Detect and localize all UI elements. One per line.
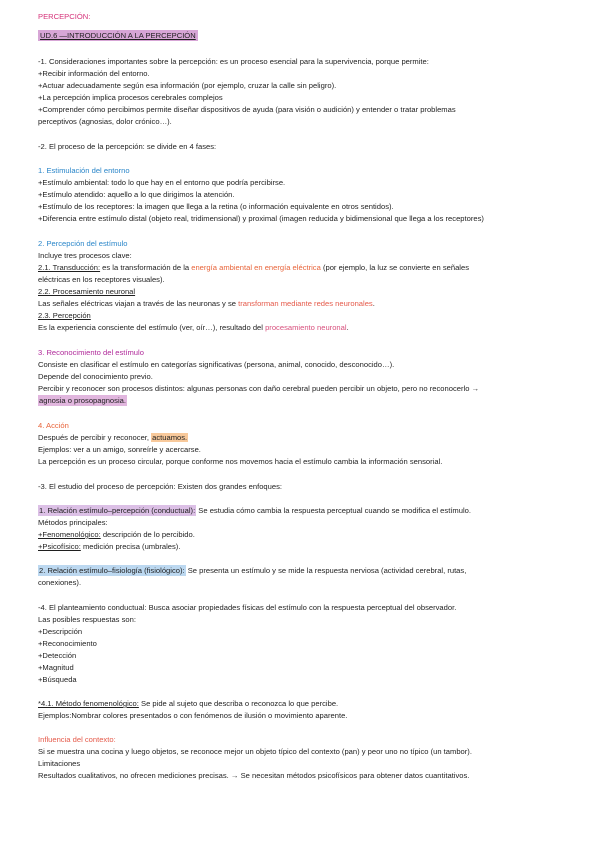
method-line: +Fenomenológico: descripción de lo percibido.	[38, 530, 195, 539]
phenomenological-line: *4.1. Método fenomenológico: Se pide al sujeto que describa o reconozca lo que percibe.	[38, 699, 339, 708]
phenomenological-examples: Ejemplos:Nombrar colores presentados o con fenómenos de ilusión o movimiento aparente.	[38, 711, 348, 720]
context-title: Influencia del contexto:	[38, 735, 116, 744]
answer-item: +Descripción	[38, 627, 83, 636]
transduction-line: 2.1. Transducción: es la transformación de la energía ambiental en energía eléctrica (por ejemplo, la luz se convierte en señales	[38, 263, 469, 272]
phase-2-title: 2. Percepción del estímulo	[38, 239, 128, 248]
phase-1-title: 1. Estimulación del entorno	[38, 166, 130, 175]
s1-bullet: +Actuar adecuadamente según esa información (por ejemplo, cruzar la calle sin peligro).	[38, 81, 337, 90]
phase-1-line: +Diferencia entre estímulo distal (objeto real, tridimensional) y proximal (imagen reducida y bidimensional que llega a los receptores)	[38, 214, 484, 223]
s3-intro: -3. El estudio del proceso de percepción: Existen dos grandes enfoques:	[38, 482, 282, 491]
approach-1-line: 1. Relación estímulo–percepción (conductual): Se estudia cómo cambia la respuesta perceptual cuando se modifica el estímulo.	[39, 506, 471, 515]
approach-2-line-cont: conexiones).	[38, 578, 82, 587]
s1-bullet: +Comprender cómo percibimos permite diseñar dispositivos de ayuda (para visión o audición) y entender o tratar problemas	[38, 105, 456, 114]
phase-1-line: +Estímulo ambiental: todo lo que hay en el entorno que podría percibirse.	[38, 178, 286, 187]
phase-2-intro: Incluye tres procesos clave:	[38, 251, 132, 260]
s2-intro: -2. El proceso de la percepción: se divide en 4 fases:	[38, 142, 217, 151]
phase-1-line: +Estímulo atendido: aquello a lo que dirigimos la atención.	[38, 190, 235, 199]
transduction-label: 2.1. Transducción:	[38, 263, 101, 272]
phase-4-line: Ejemplos: ver a un amigo, sonreírle y acercarse.	[38, 445, 201, 454]
transduction-line-cont: eléctricas en los receptores visuales).	[38, 275, 165, 284]
highlight-text: energía ambiental en energía eléctrica	[191, 263, 321, 272]
phase-4-line: Después de percibir y reconocer, actuamos.	[38, 433, 188, 442]
phase-4-line: La percepción es un proceso circular, porque conforme nos movemos hacia el estímulo cambia la información sensorial.	[38, 457, 443, 466]
highlight-text: actuamos.	[152, 433, 188, 442]
approach-1-heading: 1. Relación estímulo–percepción (conductual):	[39, 506, 196, 515]
answers-label: Las posibles respuestas son:	[38, 615, 136, 624]
limitations-line: Resultados cualitativos, no ofrecen mediciones precisas. → Se necesitan métodos psicofísicos para obtener datos cuantitativos.	[38, 771, 470, 780]
s1-intro: -1. Consideraciones importantes sobre la percepción: es un proceso esencial para la supervivencia, porque permite:	[38, 57, 429, 66]
doc-title: PERCEPCIÓN:	[38, 12, 91, 21]
approach-2-heading: 2. Relación estímulo–fisiología (fisiológico):	[39, 566, 185, 575]
s1-bullet: +La percepción implica procesos cerebrales complejos	[38, 93, 223, 102]
neural-processing-label: 2.2. Procesamiento neuronal	[38, 287, 136, 296]
phase-3-line: Depende del conocimiento previo.	[38, 372, 153, 381]
method-line: +Psicofísico: medición precisa (umbrales).	[38, 542, 181, 551]
perception-label: 2.3. Percepción	[38, 311, 91, 320]
highlight-text: procesamiento neuronal	[265, 323, 347, 332]
approach-2-line: 2. Relación estímulo–fisiología (fisiológico): Se presenta un estímulo y se mide la respuesta nerviosa (actividad cerebral, rutas,	[39, 566, 467, 575]
s1-bullet-cont: perceptivos (agnosias, dolor crónico…).	[38, 117, 172, 126]
unit-heading: UD.6 —INTRODUCCIÓN A LA PERCEPCIÓN	[40, 31, 196, 40]
answer-item: +Detección	[38, 651, 77, 660]
highlight-text: transforman mediante redes neuronales	[238, 299, 373, 308]
phase-1-line: +Estímulo de los receptores: la imagen que llega a la retina (o información equivalente en otros sentidos).	[38, 202, 394, 211]
phase-3-line: Consiste en clasificar el estímulo en categorías significativas (persona, animal, conocido, desconocido…).	[38, 360, 395, 369]
phase-4-title: 4. Acción	[38, 421, 69, 430]
neural-processing-line: Las señales eléctricas viajan a través de las neuronas y se transforman mediante redes neuronales.	[38, 299, 375, 308]
answer-item: +Reconocimiento	[38, 639, 97, 648]
agnosia-highlight: agnosia o prosopagnosia.	[39, 396, 126, 405]
s4-intro: -4. El planteamiento conductual: Busca asociar propiedades físicas del estímulo con la respuesta perceptual del observador.	[38, 603, 457, 612]
phase-3-title: 3. Reconocimiento del estímulo	[38, 348, 144, 357]
perception-line: Es la experiencia consciente del estímulo (ver, oír…), resultado del procesamiento neuronal.	[38, 323, 349, 332]
phase-3-line: Percibir y reconocer son procesos distintos: algunas personas con daño cerebral pueden percibir un objeto, pero no reconocerlo →	[38, 384, 480, 393]
methods-label: Métodos principales:	[38, 518, 108, 527]
s1-bullet: +Recibir información del entorno.	[38, 69, 150, 78]
answer-item: +Magnitud	[38, 663, 74, 672]
phase-3-line	[38, 396, 127, 405]
context-line: Si se muestra una cocina y luego objetos, se reconoce mejor un objeto típico del contexto (pan) y peor uno no típico (un tambor).	[38, 747, 472, 756]
limitations-label: Limitaciones	[38, 759, 81, 768]
answer-item: +Búsqueda	[38, 675, 77, 684]
